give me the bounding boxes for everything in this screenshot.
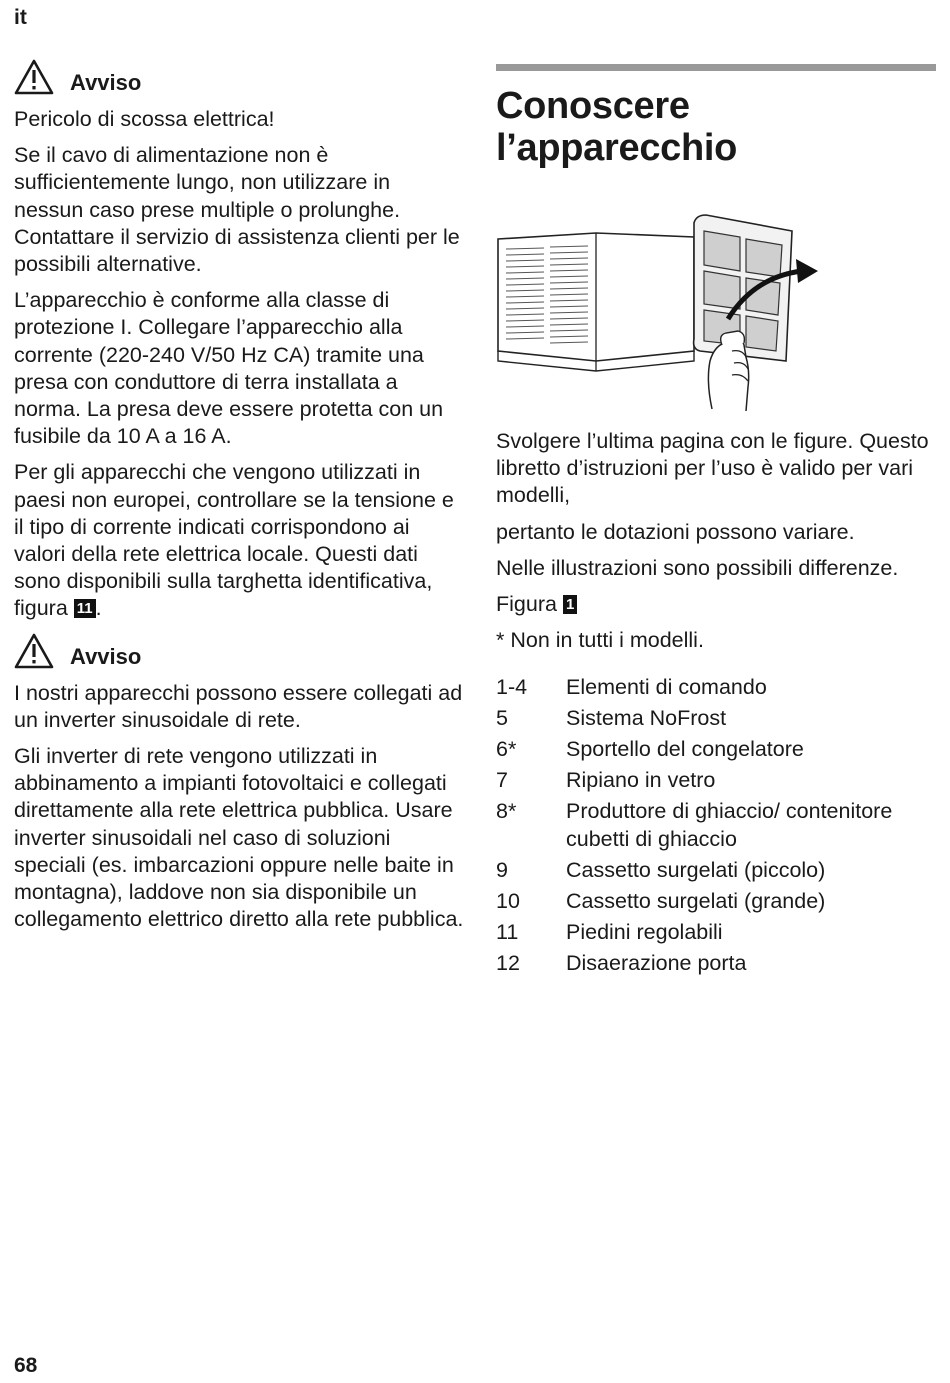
warning-title-2: Avviso	[70, 643, 142, 669]
list-item-text: Elementi di comando	[566, 675, 767, 700]
list-item	[496, 857, 936, 885]
figure-reference	[496, 591, 936, 618]
list-item	[496, 919, 936, 947]
warning-heading-2	[14, 632, 464, 670]
warning2-paragraph-1: I nostri apparecchi possono essere collegati ad un inverter sinusoidale di rete.	[14, 680, 463, 732]
list-item-number: 1-4	[496, 675, 528, 700]
right-column	[496, 64, 936, 981]
warning-triangle-icon	[14, 59, 54, 95]
list-item-text: Cassetto surgelati (piccolo)	[566, 857, 826, 882]
list-item	[496, 888, 936, 916]
list-item-text: Sistema NoFrost	[566, 706, 727, 731]
list-item-text: Disaerazione porta	[566, 950, 747, 975]
list-item-number: 10	[496, 888, 520, 913]
warning1-paragraph-4-text: Per gli apparecchi che vengono utilizzati in paesi non europei, controllare se la tensione e il tipo di corrente indicati corrispondono ai valori della rete elettrica locale. Questi dati sono disponibili sulla targhetta identificativa, figura	[14, 460, 454, 621]
warning-title-1: Avviso	[70, 70, 142, 95]
section-title	[496, 85, 936, 169]
warning-triangle-icon	[14, 633, 54, 669]
warning1-paragraph-3: L’apparecchio è conforme alla classe di protezione I. Collegare l’apparecchio alla corrente (220-240 V/50 Hz CA) tramite una presa con conduttore di terra installata a norma. La presa deve essere protetta con un fusibile da 10 A a 16 A.	[14, 288, 444, 449]
left-column	[14, 58, 464, 942]
list-item-text: Piedini regolabili	[566, 919, 723, 944]
list-item-text: Sportello del congelatore	[566, 737, 804, 762]
figure-label: Figura	[496, 592, 557, 617]
list-item	[496, 674, 936, 702]
list-item-text: Cassetto surgelati (grande)	[566, 888, 826, 913]
warning2-paragraph-2: Gli inverter di rete vengono utilizzati in abbinamento a impianti fotovoltaici e collegati direttamente alla rete elettrica pubblica. Usare inverter sinusoidali nel caso di soluzioni speciali (es. imbarcazioni oppure nelle baite in montagna), laddove non sia disponibile un collegamento elettrico diretto alla rete pubblica.	[14, 744, 464, 932]
list-item	[496, 767, 936, 795]
figure-ref-11: 11	[74, 599, 96, 618]
warning1-paragraph-2: Se il cavo di alimentazione non è sufficientemente lungo, non utilizzare in nessun caso prese multiple o prolunghe. Contattare il servizio di assistenza clienti per le possibili alternative.	[14, 143, 460, 277]
warning1-paragraph-4-end: .	[95, 596, 102, 621]
warning1-paragraph-1: Pericolo di scossa elettrica!	[14, 107, 275, 131]
component-list	[496, 674, 936, 977]
page-number: 68	[14, 1354, 38, 1377]
list-item	[496, 798, 936, 853]
list-item-text: Ripiano in vetro	[566, 768, 716, 793]
right-paragraph-3: Nelle illustrazioni sono possibili differenze.	[496, 555, 899, 580]
list-item-number: 8*	[496, 799, 517, 824]
list-item-number: 12	[496, 950, 520, 975]
section-rule	[496, 64, 936, 71]
list-item-number: 9	[496, 857, 508, 882]
list-item	[496, 705, 936, 733]
section-title-line-2: l’apparecchio	[496, 127, 738, 169]
section-title-line-1: Conoscere	[496, 85, 690, 127]
list-item	[496, 950, 936, 978]
fold-out-booklet-illustration	[496, 211, 826, 416]
warning-heading-1	[14, 58, 464, 96]
figure-ref-1: 1	[563, 595, 577, 614]
list-item-text: Produttore di ghiaccio/ contenitore cubetti di ghiaccio	[566, 799, 893, 851]
models-note: * Non in tutti i modelli.	[496, 628, 704, 653]
list-item	[496, 736, 936, 764]
list-item-number: 11	[496, 919, 519, 944]
right-paragraph-1: Svolgere l’ultima pagina con le figure. Questo libretto d’istruzioni per l’uso è valido per vari modelli,	[496, 429, 929, 508]
right-paragraph-2: pertanto le dotazioni possono variare.	[496, 519, 855, 544]
list-item-number: 5	[496, 706, 508, 731]
list-item-number: 6*	[496, 737, 517, 762]
language-label: it	[14, 6, 27, 29]
warning1-paragraph-4	[14, 459, 464, 622]
list-item-number: 7	[496, 768, 508, 793]
